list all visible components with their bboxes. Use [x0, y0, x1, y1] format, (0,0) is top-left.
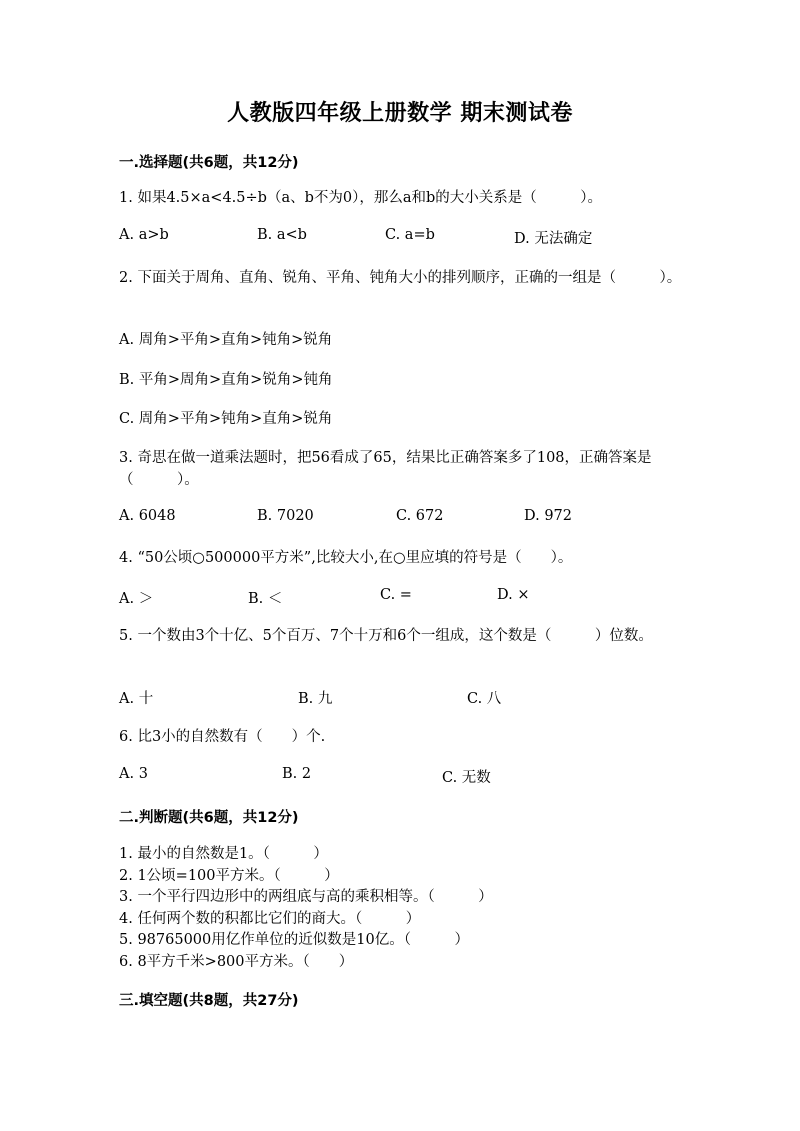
q5-option-c: C. 八 [467, 691, 502, 707]
q1-option-c: C. a=b [385, 227, 435, 243]
q2-option-c: C. 周角>平角>钝角>直角>锐角 [119, 411, 333, 427]
q4-option-b: B. ＜ [248, 591, 283, 607]
question-1: 1. 如果4.5×a<4.5÷b（a、b不为0），那么a和b的大小关系是（ ）。 [119, 190, 603, 206]
question-5: 5. 一个数由3个十亿、5个百万、7个十万和6个一组成，这个数是（ ）位数。 [119, 628, 653, 644]
q2-option-b: B. 平角>周角>直角>锐角>钝角 [119, 372, 333, 388]
q2-option-a: A. 周角>平角>直角>钝角>锐角 [119, 332, 333, 348]
section-heading-true-false: 二.判断题(共6题，共12分) [119, 810, 299, 826]
q5-option-a: A. 十 [119, 691, 154, 707]
q3-option-a: A. 6048 [119, 508, 176, 524]
section-heading-choice: 一.选择题(共6题，共12分) [119, 155, 299, 171]
tf-item-2: 2. 1公顷=100平方米。（ ） [119, 867, 339, 884]
q5-option-b: B. 九 [298, 691, 333, 707]
q6-option-b: B. 2 [282, 766, 312, 782]
tf-item-1: 1. 最小的自然数是1。（ ） [119, 846, 328, 862]
question-3: 3. 奇思在做一道乘法题时，把56看成了65，结果比正确答案多了108，正确答案是（ ）。 [119, 450, 652, 488]
question-4: 4. “50公顷○500000平方米”,比较大小,在○里应填的符号是（ ）。 [119, 550, 573, 566]
q3-option-d: D. 972 [524, 508, 573, 524]
tf-item-6: 6. 8平方千米>800平方米。（ ） [119, 953, 354, 970]
q3-option-b: B. 7020 [257, 508, 314, 524]
question-6: 6. 比3小的自然数有（ ）个. [119, 729, 326, 745]
q4-option-c: C. = [380, 587, 412, 603]
tf-item-5: 5. 98765000用亿作单位的近似数是10亿。（ ） [119, 932, 469, 948]
page-title: 人教版四年级上册数学 期末测试卷 [227, 101, 573, 126]
q4-option-d: D. × [497, 587, 530, 603]
q1-option-d: D. 无法确定 [514, 231, 593, 247]
q1-option-a: A. a>b [119, 227, 169, 243]
q3-option-c: C. 672 [396, 508, 444, 524]
q6-option-a: A. 3 [119, 766, 148, 782]
q1-option-b: B. a<b [257, 227, 307, 243]
section-heading-fill-blank: 三.填空题(共8题，共27分) [119, 993, 299, 1009]
tf-item-3: 3. 一个平行四边形中的两组底与高的乘积相等。（ ） [119, 889, 493, 905]
question-2: 2. 下面关于周角、直角、锐角、平角、钝角大小的排列顺序，正确的一组是（ ）。 [119, 270, 682, 286]
q4-option-a: A. ＞ [119, 591, 154, 607]
tf-item-4: 4. 任何两个数的积都比它们的商大。（ ） [119, 910, 421, 927]
q6-option-c: C. 无数 [442, 770, 491, 786]
true-false-list [119, 844, 493, 973]
